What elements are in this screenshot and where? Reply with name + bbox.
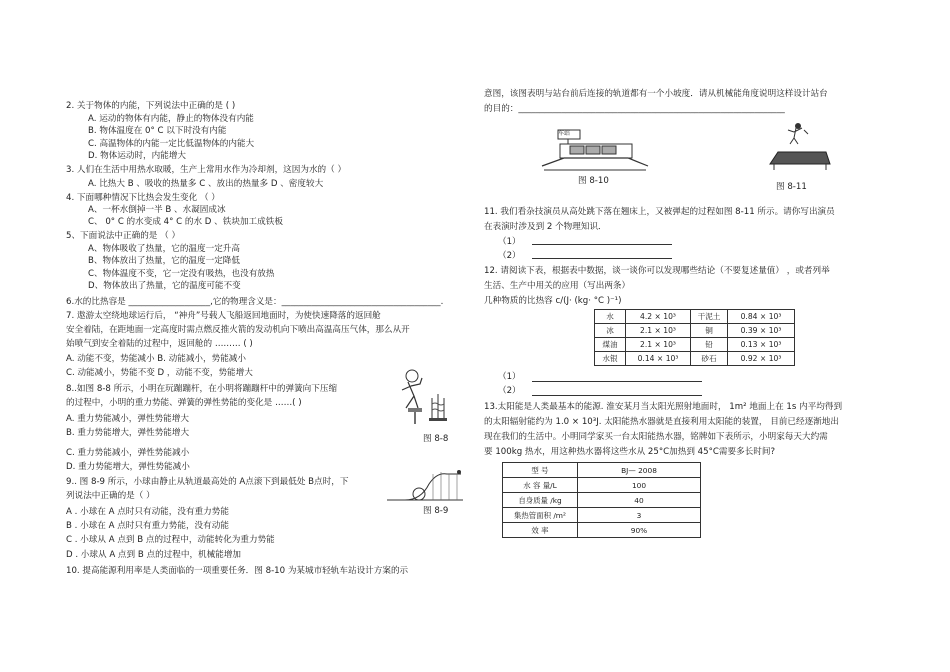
- left-line-9: A、一杯水倒掉一半 B 、水凝固成冰: [88, 205, 226, 215]
- right-lines_mid-1: 11. 我们看杂技演员从高处跳下落在翘床上，又被弹起的过程如图 8-11 所示。请你写出演员: [484, 207, 835, 217]
- right-lines_q13-1: 13.太阳能是人类最基本的能源. 淮安某月当太阳光照射地面时， 1m² 地面上在 1s 内平均得到: [484, 402, 843, 412]
- right-lines_mid-5: 12. 请阅读下表，根据表中数据，谈一谈你可以发现哪些结论（不要复述量值） ，或者列举: [484, 266, 830, 276]
- left-line-24: A. 重力势能减小，弹性势能增大: [66, 414, 189, 424]
- right-lines_q13-3: 现在我们的生活中。小明同学家买一台太阳能热水器，铭牌如下表所示，小明家每天大约需: [484, 432, 828, 442]
- heater-spec-cell: 3: [578, 508, 701, 523]
- heater-spec-cell: 40: [578, 493, 701, 508]
- left-line-18: 安全着陆，在距地面一定高度时需点燃反推火箭的发动机向下喷出高温高压气体，那么从开: [66, 325, 410, 335]
- specific-heat-row: [595, 310, 795, 324]
- specific-heat-cell: 煤油: [595, 338, 626, 352]
- heater-spec-cell: 100: [578, 478, 701, 493]
- heater-spec-row: [503, 508, 701, 523]
- left-line-28: 9.. 图 8-9 所示，小球由静止从轨道最高处的 A点滚下到最低处 B点时，下: [66, 477, 349, 487]
- heater-spec-cell: 90%: [578, 523, 701, 538]
- heater-spec-row: [503, 523, 701, 538]
- left-line-1: 2. 关于物体的内能，下列说法中正确的是 ( ): [66, 101, 236, 111]
- heater-spec-cell: 集热管面积 /m²: [503, 508, 578, 523]
- specific-heat-row: [595, 324, 795, 338]
- specific-heat-cell: 0.39 × 10³: [728, 324, 795, 338]
- left-line-26: C. 重力势能减小，弹性势能减小: [66, 448, 190, 458]
- specific-heat-table: [594, 309, 795, 366]
- figure-8-10-caption: 图 8-10: [578, 176, 609, 186]
- right-lines_mid-7: 几种物质的比热容 c/(J· (kg· °C )⁻¹): [484, 296, 622, 306]
- right-lines_top-1: 意图，该图表明与站台前后连接的轨道都有一个小坡度．请从机械能角度说明这样设计站台: [484, 89, 828, 99]
- left-line-19: 始喷气到安全着陆的过程中，返回舱的 ……… ( ): [66, 339, 253, 349]
- figure-8-8-caption: 图 8-8: [423, 434, 449, 444]
- specific-heat-row: [595, 352, 795, 366]
- heater-spec-row: [503, 493, 701, 508]
- q12-answer-line-1[interactable]: [532, 381, 702, 382]
- heater-spec-row: [503, 463, 701, 478]
- left-line-22: 8..如图 8-8 所示，小明在玩蹦蹦杆，在小明将蹦蹦杆中的弹簧向下压缩: [66, 384, 338, 394]
- figure-8-9-caption: 图 8-9: [423, 506, 449, 516]
- left-line-27: D. 重力势能增大，弹性势能减小: [66, 462, 190, 472]
- left-line-25: B. 重力势能增大，弹性势能增大: [66, 428, 190, 438]
- left-line-32: C . 小球从 A 点到 B 点的过程中，动能转化为重力势能: [66, 535, 275, 545]
- left-line-10: C、 0° C 的水变成 4° C 的水 D 、铁块加工成铁板: [88, 217, 283, 227]
- figure-8-11-caption: 图 8-11: [776, 182, 807, 192]
- heater-spec-cell: 效 率: [503, 523, 578, 538]
- left-line-5: D. 物体运动时，内能增大: [88, 151, 187, 161]
- heater-spec-row: [503, 478, 701, 493]
- specific-heat-cell: 4.2 × 10³: [626, 310, 691, 324]
- right-lines_mid-4: （2）: [498, 251, 521, 261]
- left-line-6: 3. 人们在生活中用热水取暖，生产上常用水作为冷却剂，这因为水的（ ）: [66, 165, 347, 175]
- figure-8-8-pogo-stick: [398, 368, 460, 428]
- left-line-13: B、物体放出了热量，它的温度一定降低: [88, 256, 240, 266]
- right-lines_mid-6: 生活、生产中用关的应用（写出两条）: [484, 281, 631, 291]
- left-line-12: A、物体吸收了热量，它的温度一定升高: [88, 244, 240, 254]
- specific-heat-cell: 0.14 × 10³: [626, 352, 691, 366]
- right-lines_after_table-1: （1）: [498, 372, 521, 382]
- left-line-11: 5、下面说法中正确的是 （ ）: [66, 231, 181, 241]
- q11-answer-line-2[interactable]: [532, 258, 672, 259]
- left-line-7: A. 比热大 B 、吸收的热量多 C 、放出的热量多 D 、密度较大: [88, 179, 324, 189]
- specific-heat-cell: 0.13 × 10³: [728, 338, 795, 352]
- left-line-29: 列说法中正确的是（ ）: [66, 491, 155, 501]
- left-line-31: B . 小球在 A 点时只有重力势能，没有动能: [66, 521, 229, 531]
- figure-8-11-trampoline: [764, 122, 834, 172]
- left-line-2: A. 运动的物体有内能，静止的物体没有内能: [88, 114, 254, 124]
- left-line-15: D、物体放出了热量，它的温度可能不变: [88, 281, 241, 291]
- specific-heat-cell: 水银: [595, 352, 626, 366]
- specific-heat-cell: 冰: [595, 324, 626, 338]
- q12-answer-line-2[interactable]: [532, 395, 702, 396]
- left-line-34: 10. 提高能源利用率是人类面临的一项重要任务．图 8-10 为某城市轻轨车站设计方案的示: [66, 566, 409, 576]
- left-line-17: 7. 遨游太空绕地球运行后， “神舟”号载人飞船返回地面时，为使快速降落的返回舱: [66, 311, 381, 321]
- left-line-20: A. 动能不变，势能减小 B. 动能减小，势能减小: [66, 354, 246, 364]
- specific-heat-cell: 2.1 × 10³: [626, 324, 691, 338]
- right-lines_mid-2: 在表演时涉及到 2 个物理知识．: [484, 222, 607, 232]
- right-lines_after_table-2: （2）: [498, 386, 521, 396]
- left-line-16: 6.水的比热容是 ___________________,它的物理含义是：_____________________________________.: [66, 297, 444, 307]
- specific-heat-cell: 0.92 × 10³: [728, 352, 795, 366]
- specific-heat-cell: 0.84 × 10³: [728, 310, 795, 324]
- specific-heat-row: [595, 338, 795, 352]
- station-label: 车站: [558, 130, 571, 137]
- q11-answer-line-1[interactable]: [532, 244, 672, 245]
- left-line-23: 的过程中，小明的重力势能、弹簧的弹性势能的变化是 ……( ): [66, 398, 302, 408]
- left-line-14: C、物体温度不变，它一定没有吸热，也没有放热: [88, 269, 275, 279]
- left-line-30: A . 小球在 A 点时只有动能，没有重力势能: [66, 507, 229, 517]
- right-lines_mid-3: （1）: [498, 237, 521, 247]
- specific-heat-cell: 2.1 × 10³: [626, 338, 691, 352]
- left-line-8: 4. 下面哪种情况下比热会发生变化 （ ）: [66, 193, 220, 203]
- left-line-21: C. 动能减小，势能不变 D ，动能不变，势能增大: [66, 368, 253, 378]
- specific-heat-cell: 水: [595, 310, 626, 324]
- right-lines_top-2: 的目的：______________________________________________________________: [484, 104, 785, 114]
- right-lines_q13-2: 的太阳辐射能约为 1.0 × 10³J. 太阳能热水器就是直接利用太阳能的装置， 目前已经逐渐地出: [484, 417, 839, 427]
- figure-8-9-track: [385, 470, 465, 506]
- solar-heater-spec-table: [502, 462, 701, 538]
- left-line-4: C. 高温物体的内能一定比低温物体的内能大: [88, 139, 255, 149]
- heater-spec-cell: 水 容 量/L: [503, 478, 578, 493]
- figure-8-10-station: [540, 122, 650, 172]
- left-line-33: D . 小球从 A 点到 B 点的过程中，机械能增加: [66, 550, 242, 560]
- specific-heat-cell: 干泥土: [691, 310, 728, 324]
- heater-spec-cell: BJ— 2008: [578, 463, 701, 478]
- heater-spec-cell: 型 号: [503, 463, 578, 478]
- left-line-3: B. 物体温度在 0° C 以下时没有内能: [88, 126, 227, 136]
- heater-spec-cell: 自身质量 /kg: [503, 493, 578, 508]
- specific-heat-cell: 砂石: [691, 352, 728, 366]
- right-lines_q13-4: 要 100kg 热水，用这种热水器将这些水从 25°C加热到 45°C需要多长时间?: [484, 447, 776, 457]
- specific-heat-cell: 铜: [691, 324, 728, 338]
- specific-heat-cell: 铅: [691, 338, 728, 352]
